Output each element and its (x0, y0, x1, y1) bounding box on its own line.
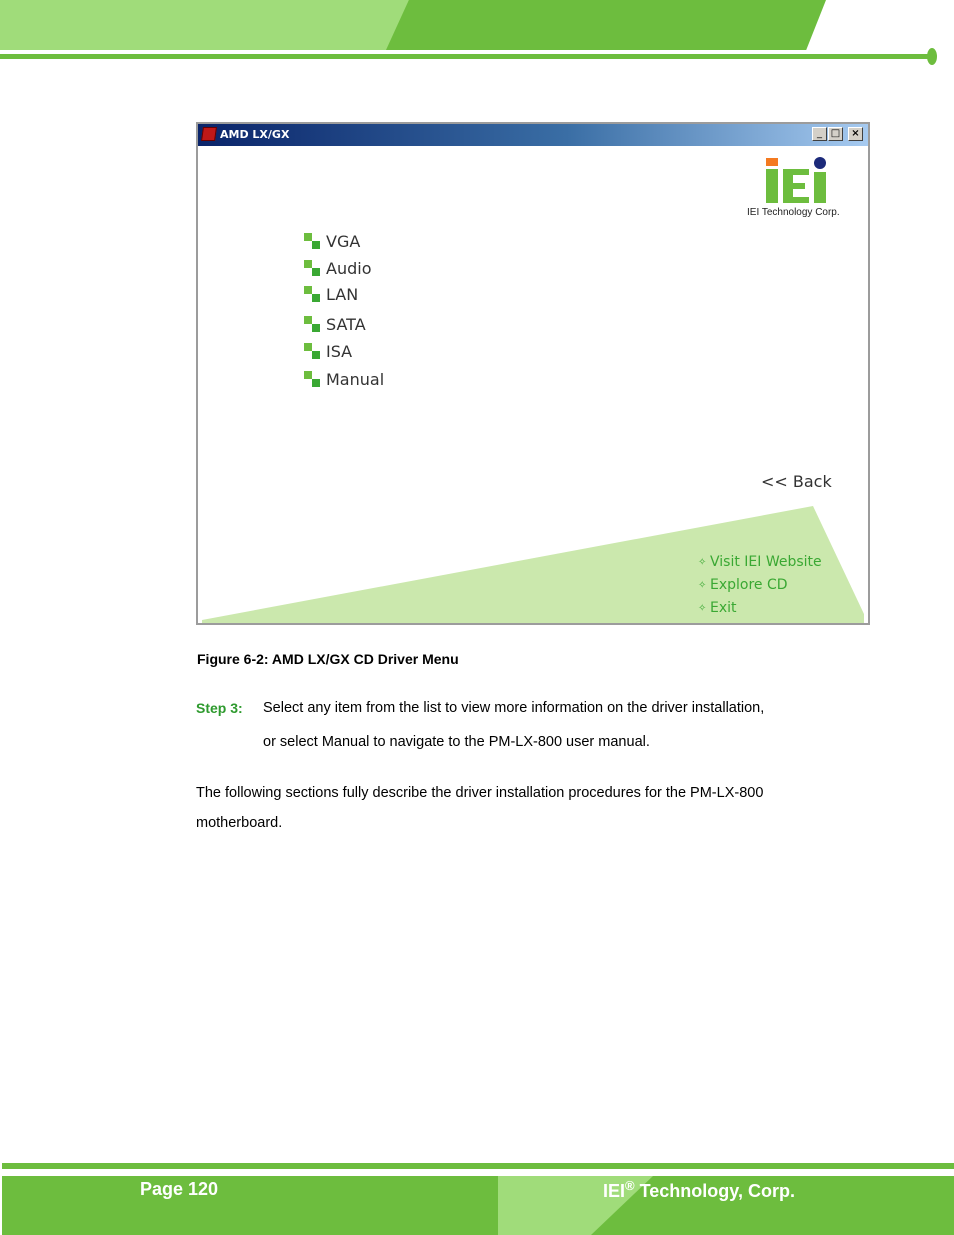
step-text-line: or select Manual to navigate to the PM-LX-800 user manual. (263, 734, 650, 750)
window-titlebar[interactable] (198, 124, 868, 146)
diamond-bullet-icon: ✧ (698, 602, 707, 614)
menu-item-sata[interactable] (304, 313, 366, 335)
header-band-dark (386, 0, 826, 50)
header-band-light (0, 0, 410, 50)
bullet-square-icon (304, 316, 320, 332)
link-label: Explore CD (710, 577, 788, 593)
menu-item-vga[interactable] (304, 230, 360, 252)
link-exit[interactable] (698, 600, 737, 616)
figure-caption: Figure 6-2: AMD LX/GX CD Driver Menu (197, 651, 459, 667)
minimize-button[interactable]: _ (812, 127, 827, 141)
close-button[interactable]: × (848, 127, 863, 141)
corp-prefix: IEI (603, 1181, 626, 1201)
window-title: AMD LX/GX (220, 128, 290, 141)
menu-item-isa[interactable] (304, 340, 352, 362)
driver-menu-window (196, 122, 870, 625)
bullet-square-icon (304, 233, 320, 249)
menu-item-manual[interactable] (304, 368, 384, 390)
registered-mark: ® (625, 1178, 635, 1193)
header-rule (0, 54, 932, 59)
diamond-bullet-icon: ✧ (698, 579, 707, 591)
menu-item-label: Manual (326, 369, 385, 389)
maximize-button[interactable]: □ (828, 127, 843, 141)
menu-item-label: SATA (326, 314, 366, 334)
link-label: Visit IEI Website (710, 554, 822, 570)
app-cube-icon (201, 127, 217, 141)
paragraph-line: The following sections fully describe the driver installation procedures for the PM-LX-800 (196, 785, 764, 801)
menu-item-label: LAN (326, 284, 359, 304)
menu-item-label: ISA (326, 341, 353, 361)
corp-suffix: Technology, Corp. (634, 1181, 795, 1201)
step-label: Step 3: (196, 700, 243, 716)
paragraph-line: motherboard. (196, 815, 283, 831)
bullet-square-icon (304, 343, 320, 359)
link-explore-cd[interactable] (698, 577, 788, 593)
link-visit-website[interactable] (698, 554, 822, 570)
menu-item-label: VGA (326, 231, 361, 251)
header-rule-end-dot (927, 48, 937, 65)
step-text-line: Select any item from the list to view more information on the driver installation, (263, 700, 765, 716)
menu-item-audio[interactable] (304, 257, 371, 279)
page-number: Page 120 (140, 1179, 219, 1199)
footer-company-name (603, 1178, 795, 1202)
bullet-square-icon (304, 260, 320, 276)
back-link[interactable]: << Back (761, 472, 832, 491)
diamond-bullet-icon: ✧ (698, 556, 707, 568)
link-label: Exit (710, 600, 737, 616)
bullet-square-icon (304, 371, 320, 387)
menu-item-label: Audio (326, 258, 372, 278)
menu-item-lan[interactable] (304, 283, 358, 305)
footer-rule (2, 1163, 954, 1169)
logo-caption: IEI Technology Corp. (747, 207, 840, 218)
bullet-square-icon (304, 286, 320, 302)
